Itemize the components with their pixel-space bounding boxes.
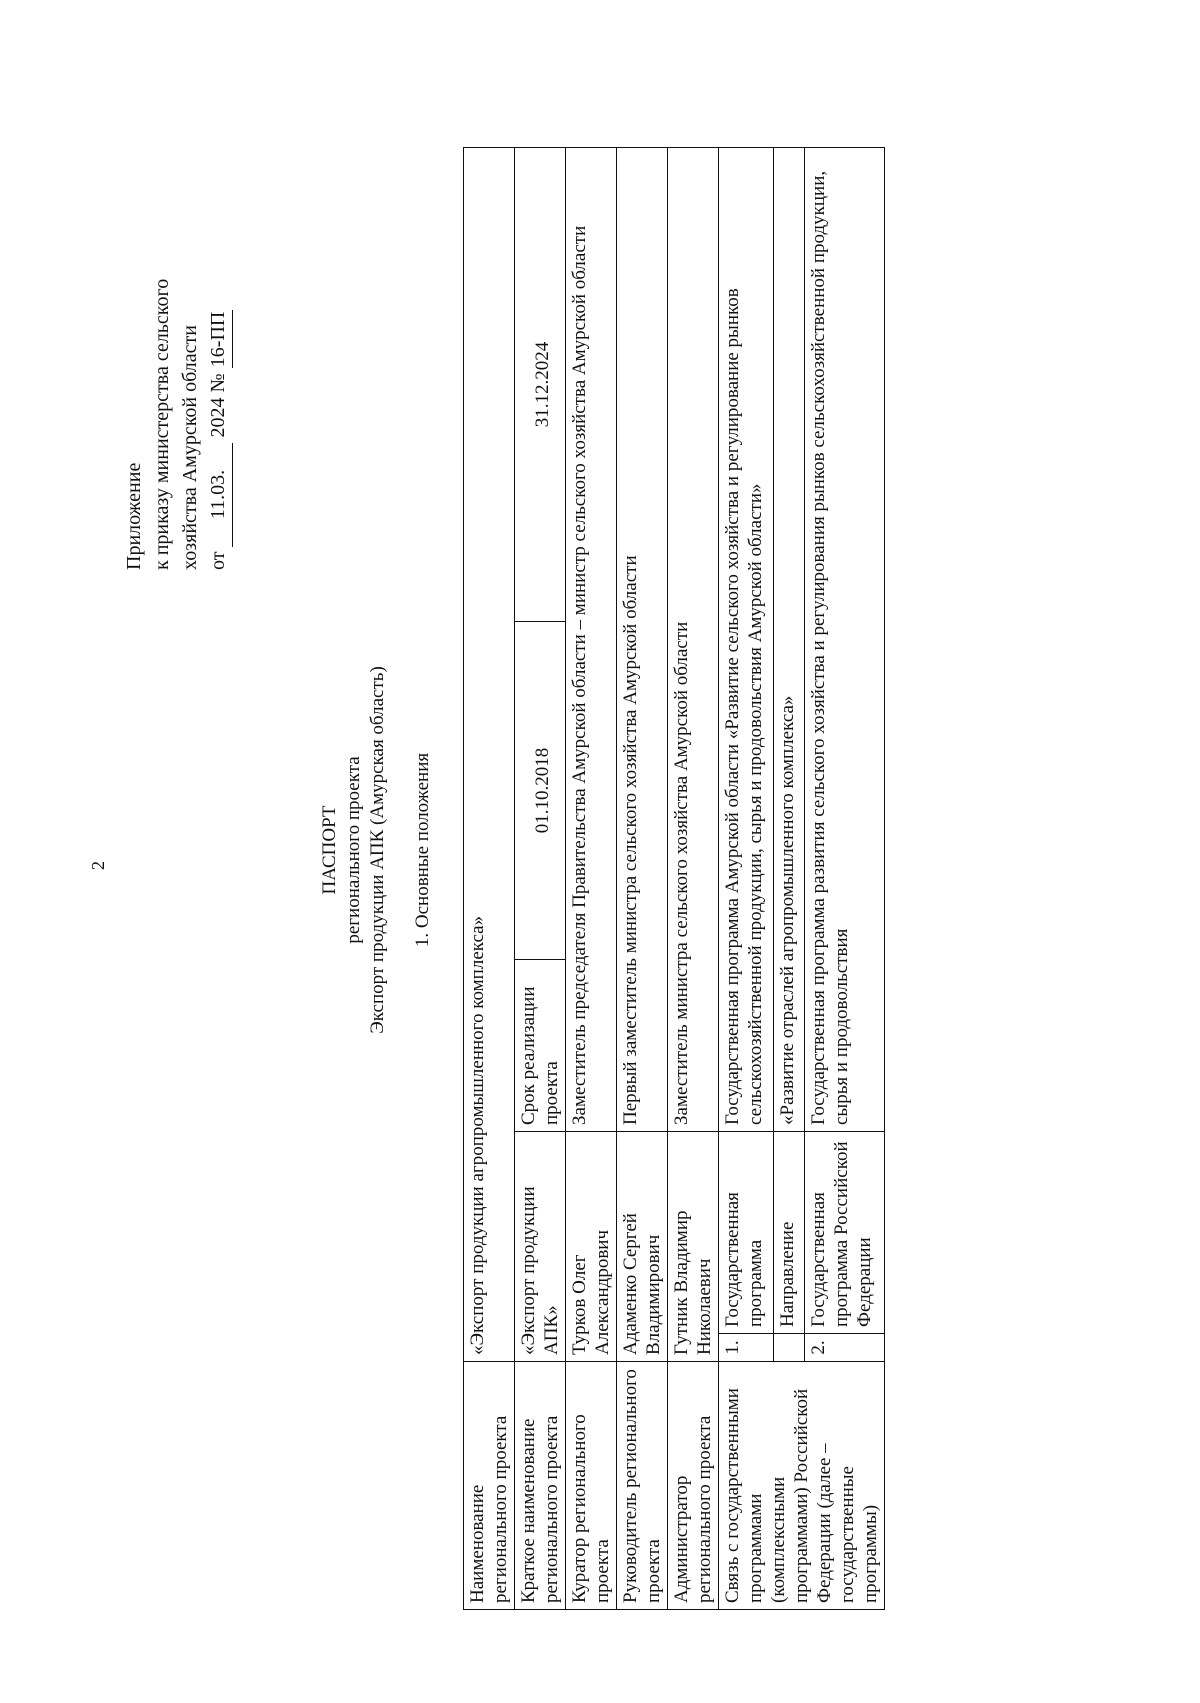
curator-label: Куратор регионального проекта	[566, 1362, 617, 1610]
term-label: Срок реализации проекта	[515, 960, 566, 1132]
program-value: Государственная программа развития сельского хозяйства и регулирования рынков сельскохозяйственной продукции, сырья и продовольствия	[804, 147, 884, 1131]
table-row	[617, 147, 668, 1609]
passport-subtitle: регионального проекта	[343, 756, 364, 944]
short-name-label: Краткое наименование регионального проекта	[515, 1362, 566, 1610]
program-value: Государственная программа Амурской области «Развитие сельского хозяйства и регулирование рынков сельскохозяйственной продукции, сырья и продовольствия Амурской области»	[719, 147, 774, 1131]
admin-name: Гутник Владимир Николаевич	[668, 1132, 719, 1362]
table-row	[515, 147, 566, 1609]
direction-type: Направление	[774, 1132, 804, 1334]
short-name-value: «Экспорт продукции АПК»	[515, 1132, 566, 1362]
admin-position: Заместитель министра сельского хозяйства Амурской области	[668, 147, 719, 1131]
appendix-line-3: хозяйства Амурской области	[179, 325, 201, 570]
page-number: 2	[88, 861, 108, 870]
head-name: Адаменко Сергей Владимирович	[617, 1132, 668, 1362]
table-row	[719, 147, 774, 1609]
direction-value: «Развитие отраслей агропромышленного комплекса»	[774, 147, 804, 1131]
name-value: «Экспорт продукции агропромышленного комплекса»	[464, 147, 515, 1361]
order-date: 11.03.	[204, 443, 233, 547]
program-number	[774, 1334, 804, 1362]
term-end: 31.12.2024	[515, 147, 566, 621]
appendix-line-2: к приказу министерства сельского	[151, 278, 173, 570]
name-label: Наименование регионального проекта	[464, 1362, 515, 1610]
head-label: Руководитель регионального проекта	[617, 1362, 668, 1610]
appendix-title: Приложение	[123, 462, 145, 570]
curator-position: Заместитель председателя Правительства Амурской области – министр сельского хозяйства Амурской области	[566, 147, 617, 1131]
head-position: Первый заместитель министра сельского хозяйства Амурской области	[617, 147, 668, 1131]
from-label: от	[207, 551, 229, 570]
program-type: Государственная программа Российской Федерации	[804, 1132, 884, 1334]
passport-title: ПАСПОРТ	[319, 805, 340, 895]
program-number: 1.	[719, 1334, 774, 1362]
rotated-page	[70, 90, 1070, 1610]
order-number: 16-ПП	[204, 310, 233, 368]
main-positions-table	[463, 147, 885, 1610]
section-title: 1. Основные положения	[412, 752, 433, 948]
table-row	[464, 147, 515, 1609]
term-start: 01.10.2018	[515, 622, 566, 960]
program-link-label: Связь с государственными программами (комплексными программами) Российской Федерации (далее – государственные программы)	[719, 1362, 885, 1610]
passport-project-name: Экспорт продукции АПК (Амурская область)	[367, 666, 388, 1034]
table-row	[668, 147, 719, 1609]
program-number: 2.	[804, 1334, 884, 1362]
order-year: 2024	[207, 397, 229, 438]
appendix-block	[120, 279, 233, 570]
order-date-number	[204, 279, 233, 570]
number-label: №	[207, 373, 229, 393]
passport-header	[318, 540, 390, 1160]
program-type: Государственная программа	[719, 1132, 774, 1334]
curator-name: Турков Олег Александрович	[566, 1132, 617, 1362]
admin-label: Администратор регионального проекта	[668, 1362, 719, 1610]
table-row	[566, 147, 617, 1609]
